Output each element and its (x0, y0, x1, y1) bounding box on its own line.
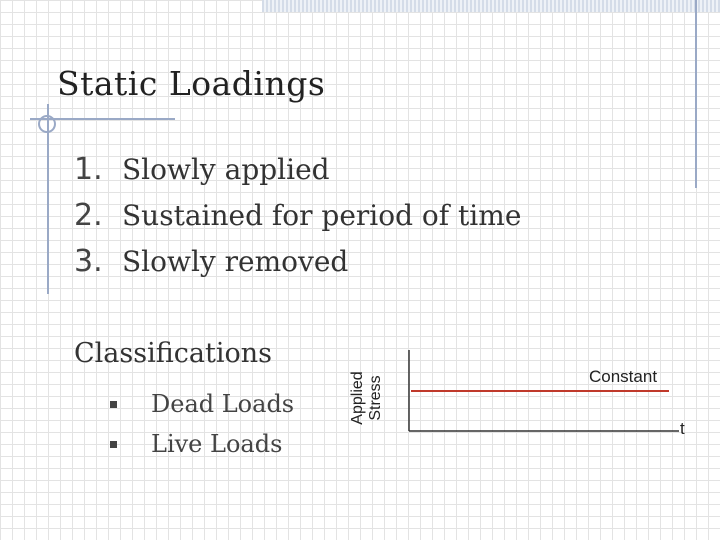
step-number: 3. (74, 244, 103, 279)
crosshair-ornament-icon (38, 115, 56, 133)
loading-steps-list (74, 152, 521, 290)
square-bullet-icon (110, 401, 117, 408)
step-text: Slowly removed (122, 245, 349, 278)
load-classifications-list (110, 384, 294, 464)
load-item-text: Live Loads (151, 430, 283, 458)
step-text: Slowly applied (122, 153, 330, 186)
step-number: 2. (74, 198, 103, 233)
constant-stress-graph (330, 350, 700, 454)
classifications-heading: Classifications (74, 338, 272, 369)
step-item (74, 152, 521, 198)
step-item (74, 244, 521, 290)
step-item (74, 198, 521, 244)
stress-time-diagram (330, 350, 700, 450)
load-item-text: Dead Loads (151, 390, 295, 418)
y-axis-label-line-1: Applied (349, 371, 366, 425)
load-item (110, 384, 294, 424)
square-bullet-icon (110, 441, 117, 448)
slide-title: Static Loadings (57, 64, 326, 103)
right-decorative-rule (695, 0, 697, 188)
constant-label: Constant (589, 367, 658, 386)
load-item (110, 424, 294, 464)
top-decorative-band (262, 0, 720, 12)
y-axis-label-line-2: Stress (367, 375, 384, 421)
x-axis-label: t (680, 419, 685, 438)
step-text: Sustained for period of time (122, 199, 522, 232)
step-number: 1. (74, 152, 103, 187)
